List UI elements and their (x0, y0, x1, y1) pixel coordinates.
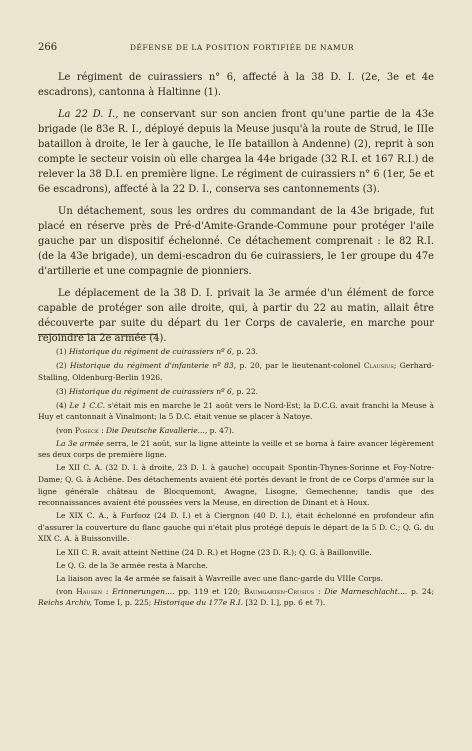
footnote-text: s'était mis en marche le 21 août vers le Nord-Est; la D.C.G. avait franchi la Meuse à Huy et cantonnait à Vinalmont; la 5 D.C. était venue se placer à Natoye. (38, 400, 434, 422)
page-header (38, 42, 434, 56)
footnote-title: Die Marneschlacht.... (324, 586, 408, 596)
footnote-title: Historique du régiment de cuirassiers nº 6, (69, 347, 235, 356)
paragraph-4: Le déplacement de la 38 D. I. privait la 3e armée d'un élément de force capable de protéger son aile droite, qui, à partir du 22 au matin, allait être découverte par suite du départ du 1er Corps de cavalerie, en marche pour rejoindre la 2e armée (4). (38, 288, 434, 344)
footnote-number: (1) (56, 347, 67, 356)
paragraph-2 (38, 107, 434, 197)
footnote-text: (von (56, 425, 75, 435)
footnote-number: (4) (56, 400, 67, 410)
footnote-text: Tome I, p. 225; (91, 598, 154, 608)
footnote-4-xii-ca: Le XII C. A. (32 D. I. à droite, 23 D. I. à gauche) occupait Spontin-Thynes-Sorinne et Foy-Notre-Dame; Q. G. à Achêne. Des détachements avaient été portés devant le front de ce Corps d'armée sur la ligne générale château de Blocquemont, Awagne, Lisogne, Gemechenne; tandis que des reconnaissances avaient été poussées vers la Meuse, en direction de Dinant et à Houx. (38, 463, 434, 508)
running-head: DÉFENSE DE LA POSITION FORTIFIÉE DE NAMUR (130, 43, 355, 52)
footnote-text: [32 D. I.], pp. 6 et 7). (243, 598, 326, 608)
footnote-author: Poseck (74, 425, 99, 435)
footnote-4-qg: Le Q. G. de la 3e armée resta à Marche. (56, 560, 208, 570)
footnote-number: (3) (56, 386, 67, 396)
page-number: 266 (38, 42, 58, 53)
footnote-4-liaison: La liaison avec la 4e armée se faisait à Wavreille avec une flanc-garde du VIIIe Corps. (56, 573, 383, 583)
footnote-number: (2) (56, 361, 67, 371)
footnote-author: Clausius (363, 361, 394, 371)
footnote-text: : (102, 586, 113, 596)
footnote-text: p. 20, par le lieutenant-colonel (236, 361, 364, 371)
footnote-4-source (38, 425, 434, 437)
footnote-title: Historique du 177e R.I. (153, 598, 243, 608)
footnote-text: ; Gerhard-Stalling, Oldenburg-Berlin 1926. (38, 361, 434, 382)
footnote-4-third-army (38, 438, 434, 461)
footnote-author: Baumgarten-Crusius (243, 586, 315, 596)
footnote-text: p. 23. (234, 347, 259, 356)
footnote-1 (38, 346, 434, 358)
footnote-4-sources (38, 586, 434, 609)
footnote-text: p. 22. (234, 386, 259, 396)
paragraph-3: Un détachement, sous les ordres du commandant de la 43e brigade, fut placé en réserve près de Pré-d'Amite-Grande-Commune pour protéger l'aile gauche par un dispositif échelonné. Ce détachement comprenait : le 82 R.I. (de la 43e brigade), un demi-escadron du 6e cuirassiers, le 1er groupe du 47e d'artillerie et une compagnie de pionniers. (38, 206, 434, 277)
footnotes (38, 346, 434, 610)
footnote-3 (38, 386, 434, 398)
footnote-title: La 3e armée (56, 438, 104, 448)
paragraph-2-text: ne conservant sur son ancien front qu'une partie de la 43e brigade (le 83e R. I., déployé depuis la Meuse jusqu'à la route de Strud, le IIIe bataillon à droite, le Ier à gauche, le IIe bataillon à Andenne) (2), reprit à son compte le secteur voisin où elle chargea la 44e brigade (32 R.I. et 167 R.I.) de relever la 38 D.I. en première ligne. Le régiment de cuirassiers n° 6 (1er, 5e et 6e escadrons), affecté à la 22 D. I., conserva ses cantonnements (3). (38, 109, 434, 195)
main-text (38, 70, 434, 353)
footnote-title: Erinnerungen.... (112, 586, 175, 596)
paragraph-2-lead: La 22 D. I., (58, 109, 119, 120)
footnote-2 (38, 360, 434, 383)
footnote-text: serra, le 21 août, sur la ligne atteinte la veille et se borna à faire avancer légèrement ses deux corps de première ligne. (38, 438, 434, 460)
footnote-title: Le 1 C.C. (69, 400, 106, 410)
footnote-title: Historique du régiment de cuirassiers nº 6, (69, 386, 235, 396)
footnote-text: p. 47). (207, 425, 235, 435)
footnote-4 (38, 400, 434, 423)
footnote-author: Hausen (76, 586, 103, 596)
footnote-text: : (98, 425, 106, 435)
footnote-4-xix-ca: Le XIX C. A., à Furfooz (24 D. I.) et à Ciergnon (40 D. I.), était échelonné en profondeur afin d'assurer la couverture du flanc gauche qui n'était plus protégé depuis le départ de la 5 D. C.; Q. G. du XIX C. A. à Buissonville. (38, 511, 434, 544)
footnote-text: (von (56, 586, 77, 596)
footnote-text: pp. 119 et 120; (174, 586, 244, 596)
footnote-text: : (314, 586, 325, 596)
footnote-title: Die Deutsche Kavallerie..., (106, 425, 208, 435)
footnote-title: Historique du régiment d'infanterie nº 83, (70, 361, 237, 371)
paragraph-1: Le régiment de cuirassiers n° 6, affecté à la 38 D. I. (2e, 3e et 4e escadrons), cantonna à Haltinne (1). (38, 72, 434, 98)
footnote-title: Reichs Archiv, (38, 598, 92, 608)
footnote-separator (38, 334, 156, 335)
footnote-text: p. 24; (407, 586, 434, 596)
footnote-4-xii-cr: Le XII C. R. avait atteint Nettine (24 D. R.) et Hogne (23 D. R.); Q. G. à Baillonville. (56, 547, 372, 557)
